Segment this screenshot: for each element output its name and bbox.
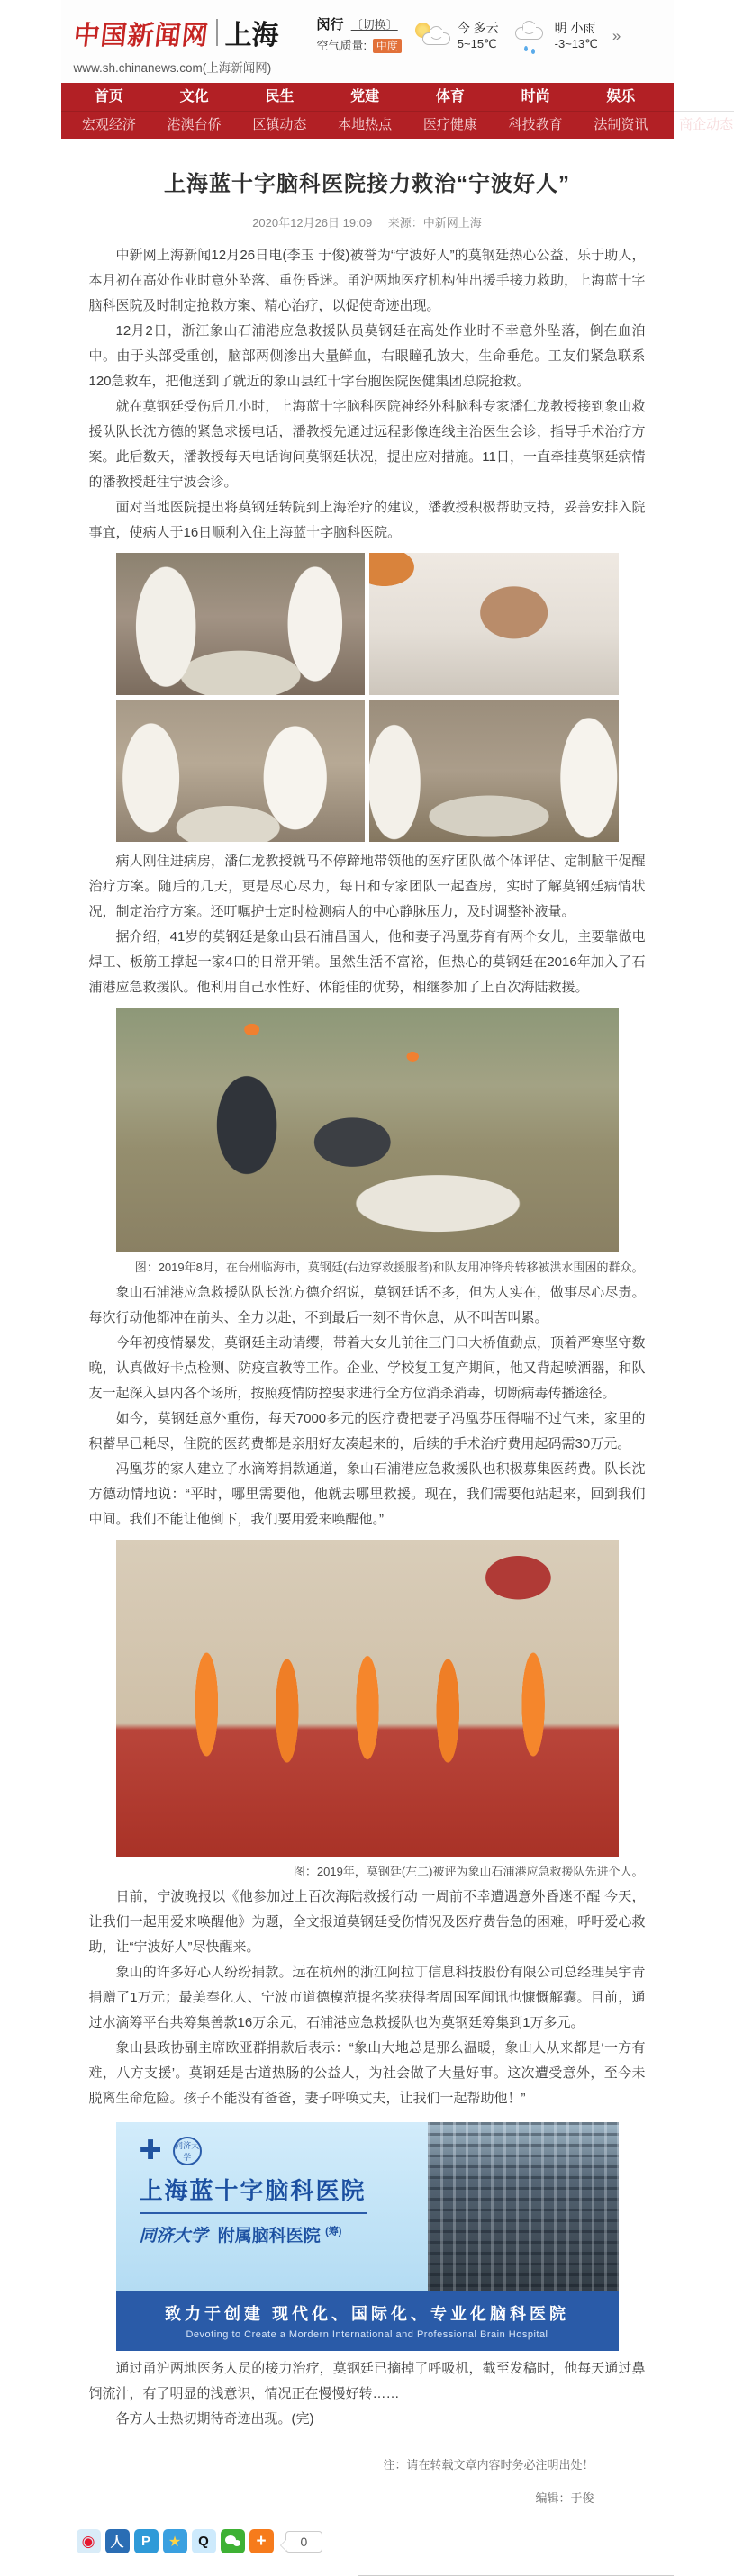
qzone-share-icon[interactable]: ★ <box>163 2529 187 2553</box>
today-condition: 今 多云 <box>458 21 499 36</box>
paragraph: 各方人士热切期待奇迹出现。(完) <box>89 2407 646 2432</box>
paragraph: 中新网上海新闻12月26日电(李玉 于俊)被誉为“宁波好人”的莫钢廷热心公益、乐于助人，本月初在高处作业时意外坠落、重伤昏迷。甬沪两地医疗机构伸出援手接力救助，上海蓝十字脑科医院及时制定抢救方案、精心治疗，以促使奇迹出现。 <box>89 243 646 319</box>
logo-divider <box>216 19 218 46</box>
blue-cross-icon: ✚ <box>140 2138 162 2165</box>
hospital-photo-grid <box>116 553 619 842</box>
nav-row-2 <box>61 112 734 139</box>
paragraph: 如今，莫钢廷意外重伤，每天7000多元的医疗费把妻子冯凰芬压得喘不过气来，家里的积蓄早已耗尽，住院的医药费都是亲朋好友凑起来的，后续的手术治疗费用起码需30万元。 <box>89 1406 646 1457</box>
photo-flood-rescue <box>116 1008 619 1252</box>
paragraph: 象山县政协副主席欧亚群捐款后表示：“象山大地总是那么温暖，象山人从来都是‘一方有难，八方支援’。莫钢廷是古道热肠的公益人，为社会做了大量好事。这次遭受意外，至今未脱离生命危险。孩子不能没有爸爸，妻子呼唤丈夫，让我们一起帮助他！” <box>89 2036 646 2111</box>
nav-item-medical-health[interactable]: 医疗健康 <box>408 112 494 139</box>
paragraph: 冯凰芬的家人建立了水滴筹捐款通道，象山石浦港应急救援队也积极募集医药费。队长沈方德动情地说：“平时，哪里需要他，他就去哪里救援。现在，我们需要他站起来，回到我们中间。我们不能让他倒下，我们要用爱来唤醒他。” <box>89 1457 646 1532</box>
weather-switch-link[interactable] <box>351 18 398 32</box>
share-count-bubble[interactable]: 0 <box>285 2531 323 2553</box>
nav-item-culture[interactable]: 文化 <box>151 83 237 111</box>
weibo-share-icon[interactable]: ◉ <box>77 2529 101 2553</box>
banner-slogan-en: Devoting to Create a Mordern International and Professional Brain Hospital <box>116 2329 619 2340</box>
banner-affiliation-mark: (筹) <box>325 2227 341 2237</box>
photo-award-ceremony <box>116 1540 619 1857</box>
today-temperature: 5~15℃ <box>458 36 499 51</box>
share-bar <box>61 2506 674 2553</box>
banner-university-name: 同济大学 <box>140 2227 208 2246</box>
pengyou-share-icon[interactable]: P <box>134 2529 159 2553</box>
main-nav <box>61 83 674 139</box>
paragraph: 12月2日，浙江象山石浦港应急救援队员莫钢廷在高处作业时不幸意外坠落，倒在血泊中。由于头部受重创，脑部两侧渗出大量鲜血，右眼瞳孔放大，生命垂危。工友们紧急联系120急救车，把他送到了就近的象山县红十字台胞医院医健集团总院抢救。 <box>89 319 646 394</box>
hospital-building-image <box>428 2122 619 2291</box>
photo-caption: 图：2019年8月，在台州临海市，莫钢廷(右边穿救援服者)和队友用冲锋舟转移被洪水围困的群众。 <box>89 1252 646 1280</box>
banner-affiliation <box>140 2222 428 2246</box>
paragraph: 日前，宁波晚报以《他参加过上百次海陆救援行动 一周前不幸遭遇意外昏迷不醒 今天，让我们一起用爱来唤醒他》为题，全文报道莫钢廷受伤情况及医疗费告急的困难，呼吁爱心救助，让“宁波好人”尽快醒来。 <box>89 1885 646 1960</box>
nav-item-local-hot[interactable]: 本地热点 <box>322 112 408 139</box>
site-brand <box>74 13 317 76</box>
article-title: 上海蓝十字脑科医院接力救治“宁波好人” <box>89 166 646 197</box>
reprint-note: 注：请在转载文章内容时务必注明出处！ <box>61 2432 674 2472</box>
article <box>61 166 674 2432</box>
paragraph: 象山的许多好心人纷纷捐款。远在杭州的浙江阿拉丁信息科技股份有限公司总经理吴宇青捐赠了1万元；最美奉化人、宁波市道德模范提名奖获得者周国军闻讯也慷慨解囊。目前，通过水滴筹平台共筹集善款16万余元，石浦港应急救援队也为莫钢廷筹集到1万多元。 <box>89 1960 646 2036</box>
air-quality-label: 空气质量: <box>317 39 367 52</box>
banner-slogan-cn: 致力于创建 现代化、国际化、专业化脑科医院 <box>116 2301 619 2325</box>
tongji-university-seal-icon: 同济大学 <box>173 2137 202 2165</box>
article-meta <box>89 213 646 230</box>
more-share-icon[interactable]: + <box>249 2529 274 2553</box>
nav-item-macro-economy[interactable]: 宏观经济 <box>67 112 152 139</box>
nav-item-hk-macao-taiwan[interactable]: 港澳台侨 <box>151 112 237 139</box>
hospital-ad-banner <box>116 2122 619 2351</box>
paragraph: 据介绍，41岁的莫钢廷是象山县石浦昌国人，他和妻子冯凰芬育有两个女儿，主要靠做电焊工、板筋工撑起一家4口的日常开销。虽然生活不富裕，但热心的莫钢廷在2016年加入了石浦港应急救援队。他利用自己水性好、体能佳的优势，相继参加了上百次海陆救援。 <box>89 925 646 1000</box>
nav-row-1 <box>61 83 734 112</box>
nav-item-sports[interactable]: 体育 <box>408 83 494 111</box>
nav-item-party[interactable]: 党建 <box>322 83 408 111</box>
paragraph: 通过甬沪两地医务人员的接力治疗，莫钢廷已摘掉了呼吸机，截至发稿时，他每天通过鼻饲流汁，有了明显的浅意识，情况正在慢慢好转…… <box>89 2356 646 2407</box>
chinanews-logo: 中国新闻网 <box>71 15 210 52</box>
weather-city: 闵行 <box>317 17 344 32</box>
qq-share-icon[interactable]: Q <box>192 2529 216 2553</box>
tomorrow-temperature: -3~13℃ <box>555 36 598 51</box>
nav-item-startup[interactable]: 创业 <box>664 83 734 111</box>
rain-cloud-icon <box>512 22 549 50</box>
paragraph: 象山石浦港应急救援队队长沈方德介绍说，莫钢廷话不多，但为人实在，做事尽心尽责。每次行动他都冲在前头、全力以赴，不到最后一刻不肯休息，从不叫苦叫累。 <box>89 1280 646 1331</box>
weather-city-block <box>317 16 402 55</box>
page <box>61 0 674 2576</box>
nav-item-entertainment[interactable]: 娱乐 <box>578 83 664 111</box>
article-date: 2020年12月26日 19:09 <box>252 216 372 230</box>
renren-share-icon[interactable]: 人 <box>105 2529 130 2553</box>
photo-doctors-at-bedside <box>116 553 366 695</box>
air-quality-badge: 中度 <box>373 39 402 53</box>
nav-item-tech-education[interactable]: 科技教育 <box>493 112 578 139</box>
nav-item-livelihood[interactable]: 民生 <box>237 83 322 111</box>
site-url: www.sh.chinanews.com(上海新闻网) <box>74 58 317 76</box>
paragraph: 就在莫钢廷受伤后几小时，上海蓝十字脑科医院神经外科脑科专家潘仁龙教授接到象山救援队队长沈方德的紧急求援电话，潘教授先通过远程影像连线主治医生会诊，指导手术治疗方案。此后数天，潘教授每天电话询问莫钢廷状况，提出应对措施。11日，一直牵挂莫钢廷病情的潘教授赶往宁波会诊。 <box>89 394 646 495</box>
sun-cloud-icon <box>414 22 452 50</box>
banner-hospital-name: 上海蓝十字脑科医院 <box>140 2173 367 2214</box>
banner-affiliation-text: 附属脑科医院 <box>218 2227 321 2246</box>
photo-patient-closeup <box>369 553 619 695</box>
award-ceremony-figure <box>116 1540 619 1857</box>
paragraph: 面对当地医院提出将莫钢廷转院到上海治疗的建议，潘教授积极帮助支持，妥善安排入院事宜，使病人于16日顺利入住上海蓝十字脑科医院。 <box>89 495 646 546</box>
weather-today <box>414 21 499 51</box>
wechat-share-icon[interactable] <box>221 2529 245 2553</box>
paragraph: 病人刚住进病房，潘仁龙教授就马不停蹄地带领他的医疗团队做个体评估、定制脑干促醒治疗方案。随后的几天，更是尽心尽力，每日和专家团队一起查房，实时了解莫钢廷病情状况，制定治疗方案。还叮嘱护士定时检测病人的中心静脉压力，及时调整补液量。 <box>89 849 646 925</box>
photo-ward-round <box>369 700 619 842</box>
nav-item-home[interactable]: 首页 <box>67 83 152 111</box>
nav-item-fashion[interactable]: 时尚 <box>493 83 578 111</box>
photo-caption: 图：2019年，莫钢廷(左二)被评为象山石浦港应急救援队先进个人。 <box>89 1857 646 1885</box>
tomorrow-condition: 明 小雨 <box>555 21 598 36</box>
weather-widget <box>317 13 621 55</box>
nav-item-business[interactable]: 商企动态 <box>664 112 734 139</box>
site-header <box>61 0 674 83</box>
flood-rescue-figure <box>116 1008 619 1252</box>
photo-doctors-examining <box>116 700 366 842</box>
region-label: 上海 <box>225 13 279 52</box>
weather-switch-label[interactable]: 〔切换〕 <box>351 18 398 32</box>
nav-item-district-news[interactable]: 区镇动态 <box>237 112 322 139</box>
weather-tomorrow <box>512 21 598 51</box>
nav-item-legal-news[interactable]: 法制资讯 <box>578 112 664 139</box>
banner-text-block <box>116 2122 428 2291</box>
editor-credit: 编辑：于俊 <box>61 2472 674 2506</box>
article-source: 来源：中新网上海 <box>388 216 482 230</box>
weather-more-arrow[interactable]: » <box>612 27 621 45</box>
banner-slogan-strip <box>116 2291 619 2351</box>
paragraph: 今年初疫情暴发，莫钢廷主动请缨，带着大女儿前往三门口大桥值勤点，顶着严寒坚守数晚，认真做好卡点检测、防疫宣教等工作。企业、学校复工复产期间，他又背起喷洒器，和队友一起深入县内各个场所，按照疫情防控要求进行全方位消杀消毒，切断病毒传播途径。 <box>89 1331 646 1406</box>
